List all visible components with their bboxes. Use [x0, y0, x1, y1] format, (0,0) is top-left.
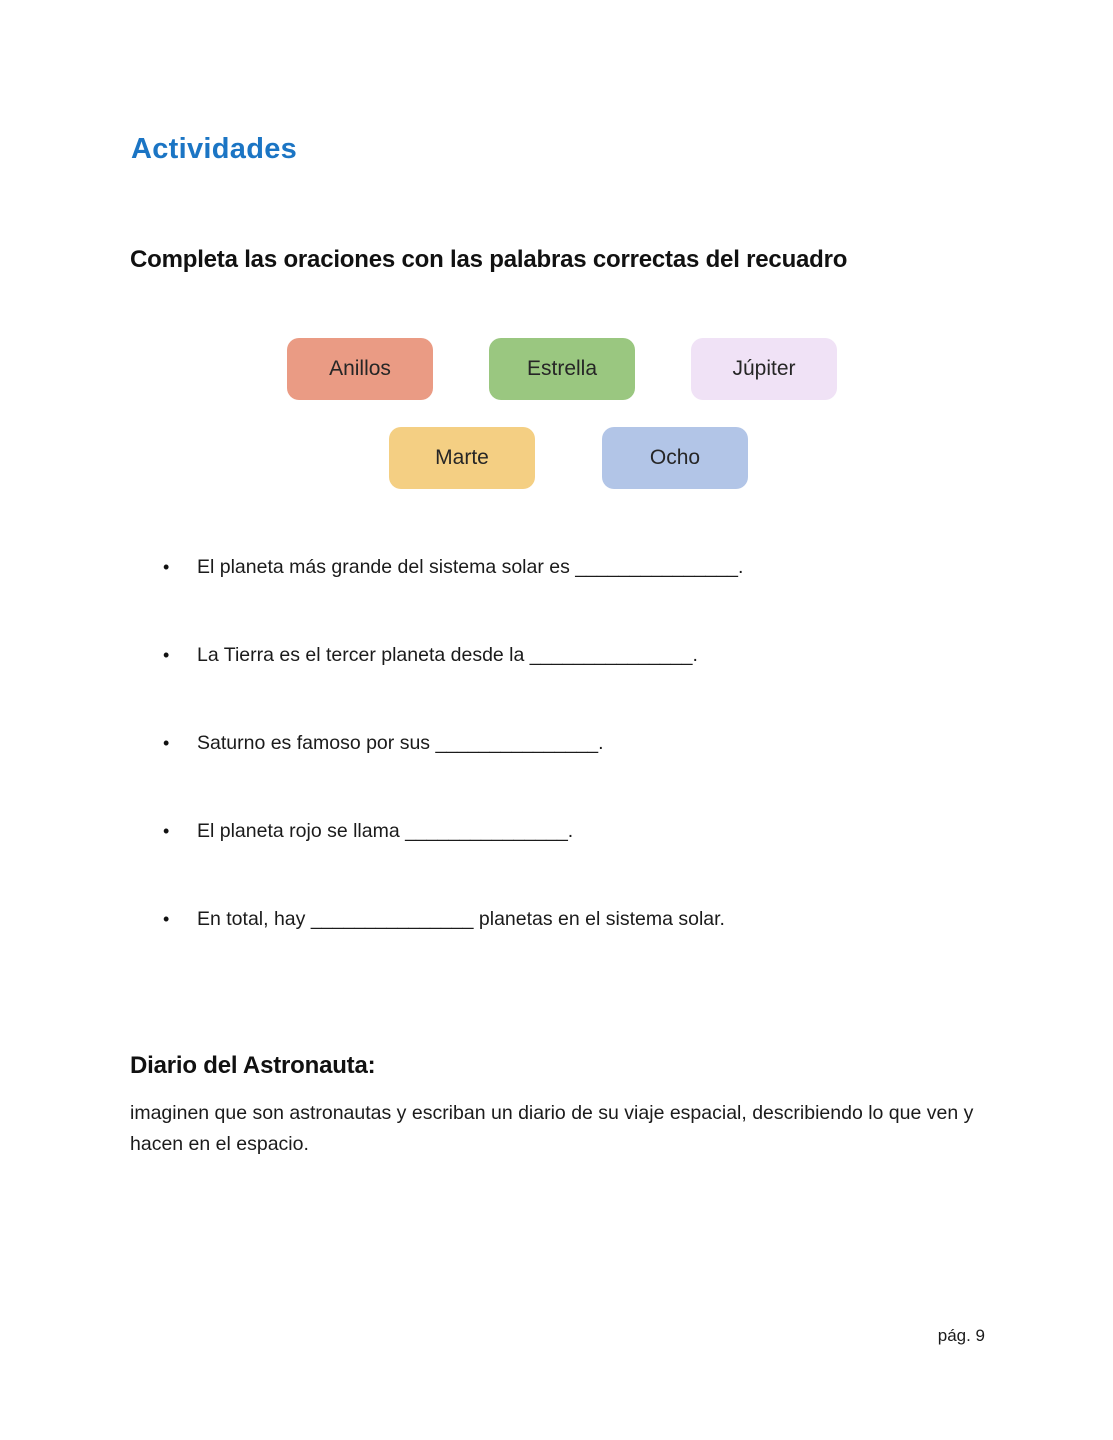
word-box-ocho — [602, 427, 748, 489]
diary-heading: Diario del Astronauta: — [130, 1052, 376, 1079]
page-number: pág. 9 — [937, 1326, 985, 1345]
word-box-ocho-label: Ocho — [649, 446, 701, 469]
bullet-icon: • — [163, 821, 170, 841]
word-box-anillos — [287, 338, 433, 400]
sentence-item-4 — [163, 819, 743, 843]
bullet-icon: • — [163, 557, 170, 577]
sentence-text-1: El planeta más grande del sistema solar es _______________. — [197, 556, 744, 578]
word-box-estrella — [489, 338, 635, 400]
word-box-jupiter-label: Júpiter — [732, 357, 796, 380]
bullet-icon: • — [163, 645, 170, 665]
diary-body-text: imaginen que son astronautas y escriban un diario de su viaje espacial, describiendo lo que ven y hacen en el espacio. — [130, 1102, 974, 1155]
sentence-text-2: La Tierra es el tercer planeta desde la _______________. — [197, 644, 698, 666]
sentence-text-5: En total, hay _______________ planetas en el sistema solar. — [197, 908, 725, 930]
sentence-item-1 — [163, 555, 743, 579]
sentence-item-2 — [163, 643, 743, 667]
sentence-list — [163, 555, 743, 995]
sentence-item-3 — [163, 731, 743, 755]
page-title: Actividades — [131, 133, 298, 165]
sentence-text-4: El planeta rojo se llama _______________. — [197, 820, 574, 842]
word-box-anillos-label: Anillos — [329, 357, 391, 380]
activity-heading: Completa las oraciones con las palabras correctas del recuadro — [130, 246, 848, 273]
word-box-row-1 — [287, 338, 837, 400]
bullet-icon: • — [163, 733, 170, 753]
sentence-item-5 — [163, 907, 743, 931]
word-box-estrella-label: Estrella — [526, 357, 598, 380]
word-box-jupiter — [691, 338, 837, 400]
word-box-marte — [389, 427, 535, 489]
sentence-text-3: Saturno es famoso por sus _______________. — [197, 732, 604, 754]
word-box-marte-label: Marte — [435, 446, 489, 469]
bullet-icon: • — [163, 909, 170, 929]
word-box-row-2 — [389, 427, 748, 489]
